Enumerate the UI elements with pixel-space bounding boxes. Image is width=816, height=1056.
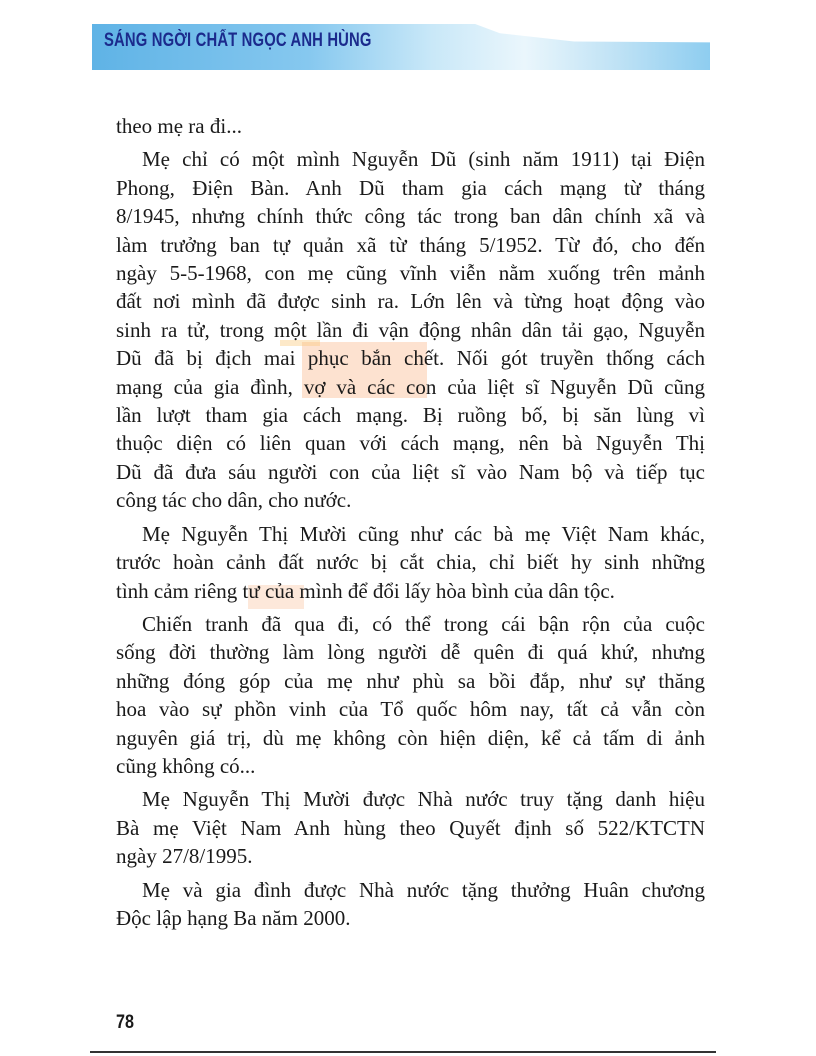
text-line: Mẹ Nguyễn Thị Mười được Nhà nước truy tặng danh hiệu: [142, 787, 705, 812]
text-line: Bà mẹ Việt Nam Anh hùng theo Quyết định số 522/KTCTN: [116, 815, 705, 840]
text-line: trước hoàn cảnh đất nước bị cắt chia, chỉ biết hy sinh những: [116, 550, 705, 575]
body-text: [116, 112, 705, 937]
text-line: theo mẹ ra đi...: [116, 114, 242, 138]
text-line: 8/1945, nhưng chính thức công tác trong ban dân chính xã và: [116, 204, 705, 229]
footer-rule: [90, 1051, 716, 1053]
text-line: Mẹ Nguyễn Thị Mười cũng như các bà mẹ Việt Nam khác,: [142, 521, 705, 546]
text-line: những đóng góp của mẹ như phù sa bồi đắp, như sự thăng: [116, 668, 705, 693]
text-line: Mẹ và gia đình được Nhà nước tặng thưởng Huân chương: [142, 877, 705, 902]
text-line: Phong, Điện Bàn. Anh Dũ tham gia cách mạng từ tháng: [116, 175, 705, 200]
paragraph: [116, 876, 705, 933]
text-line: lần lượt tham gia cách mạng. Bị ruồng bố, bị săn lùng vì: [116, 403, 705, 428]
text-line: nguyên giá trị, dù mẹ không còn hiện diện, kể cả tấm di ảnh: [116, 725, 705, 750]
paragraph: [116, 785, 705, 870]
text-line: sống đời thường làm lòng người dễ quên đi quá khứ, nhưng: [116, 640, 705, 665]
text-line: Dũ đã đưa sáu người con của liệt sĩ vào Nam bộ và tiếp tục: [116, 459, 705, 484]
text-line: Dũ đã bị địch mai phục bắn chết. Nối gót truyền thống cách: [116, 346, 705, 371]
text-line: đất nơi mình đã được sinh ra. Lớn lên và từng hoạt động vào: [116, 289, 705, 314]
paragraph: [116, 112, 705, 140]
text-line: công tác cho dân, cho nước.: [116, 488, 352, 513]
text-line: tình cảm riêng tư của mình để đổi lấy hòa bình của dân tộc.: [116, 578, 615, 603]
paragraph: [116, 520, 705, 605]
page-number: 78: [116, 1012, 134, 1033]
text-line: cũng không có...: [116, 753, 256, 778]
text-line: hoa vào sự phồn vinh của Tổ quốc hôm nay, tất cả vẫn còn: [116, 697, 705, 722]
text-line: Độc lập hạng Ba năm 2000.: [116, 905, 351, 930]
text-line: Chiến tranh đã qua đi, có thể trong cái bận rộn của cuộc: [142, 611, 705, 636]
text-line: thuộc diện có liên quan với cách mạng, nên bà Nguyễn Thị: [116, 431, 705, 456]
text-line: làm trưởng ban tự quản xã từ tháng 5/1952. Từ đó, cho đến: [116, 232, 705, 257]
text-line: ngày 27/8/1995.: [116, 844, 253, 869]
text-line: ngày 5-5-1968, con mẹ cũng vĩnh viễn nằm xuống trên mảnh: [116, 261, 705, 286]
text-line: Mẹ chỉ có một mình Nguyễn Dũ (sinh năm 1911) tại Điện: [142, 147, 705, 172]
paragraph: [116, 145, 705, 514]
text-line: sinh ra tử, trong một lần đi vận động nhân dân tải gạo, Nguyễn: [116, 317, 705, 342]
paragraph: [116, 610, 705, 780]
text-line: mạng của gia đình, vợ và các con của liệt sĩ Nguyễn Dũ cũng: [116, 374, 705, 399]
running-header-title: SÁNG NGỜI CHẤT NGỌC ANH HÙNG: [104, 30, 372, 51]
